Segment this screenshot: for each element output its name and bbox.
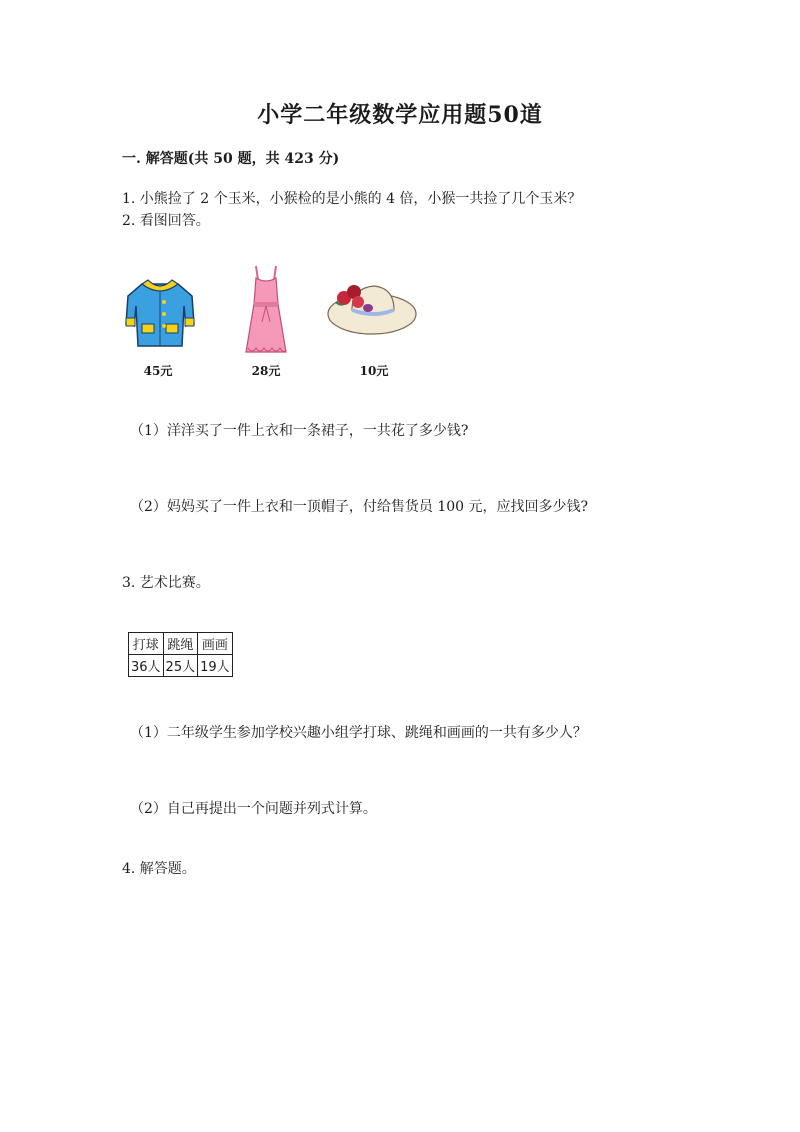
price-label-hat: 10元 (359, 364, 389, 378)
table-header-cell: 打球 (129, 633, 164, 655)
table-cell: 25人 (163, 655, 198, 677)
art-competition-table (128, 632, 233, 677)
question-3: 3. 艺术比赛。 (122, 575, 210, 591)
price-label-dress: 28元 (251, 364, 281, 378)
price-label-coat: 45元 (143, 364, 173, 378)
question-2-part-1: （1）洋洋买了一件上衣和一条裙子，一共花了多少钱? (130, 423, 469, 439)
question-1: 1. 小熊捡了 2 个玉米，小猴检的是小熊的 4 倍，小猴一共捡了几个玉米？ (122, 191, 582, 207)
table-cell: 19人 (198, 655, 233, 677)
page-title: 小学二年级数学应用题50道 (257, 102, 543, 128)
table-header-cell: 跳绳 (163, 633, 198, 655)
dress-icon (226, 262, 306, 358)
question-3-part-2: （2）自己再提出一个问题并列式计算。 (130, 801, 377, 817)
table-row (129, 633, 233, 655)
question-3-part-1: （1）二年级学生参加学校兴趣小组学打球、跳绳和画画的一共有多少人？ (130, 725, 587, 741)
question-4: 4. 解答题。 (122, 861, 196, 877)
table-cell: 36人 (129, 655, 164, 677)
table-row (129, 655, 233, 677)
coat-icon (120, 262, 200, 358)
hat-icon (322, 262, 418, 358)
section-heading: 一. 解答题(共 50 题，共 423 分) (122, 151, 340, 167)
question-2-part-2: （2）妈妈买了一件上衣和一顶帽子，付给售货员 100 元，应找回多少钱? (130, 499, 589, 515)
question-2: 2. 看图回答。 (122, 213, 210, 229)
table-header-cell: 画画 (198, 633, 233, 655)
